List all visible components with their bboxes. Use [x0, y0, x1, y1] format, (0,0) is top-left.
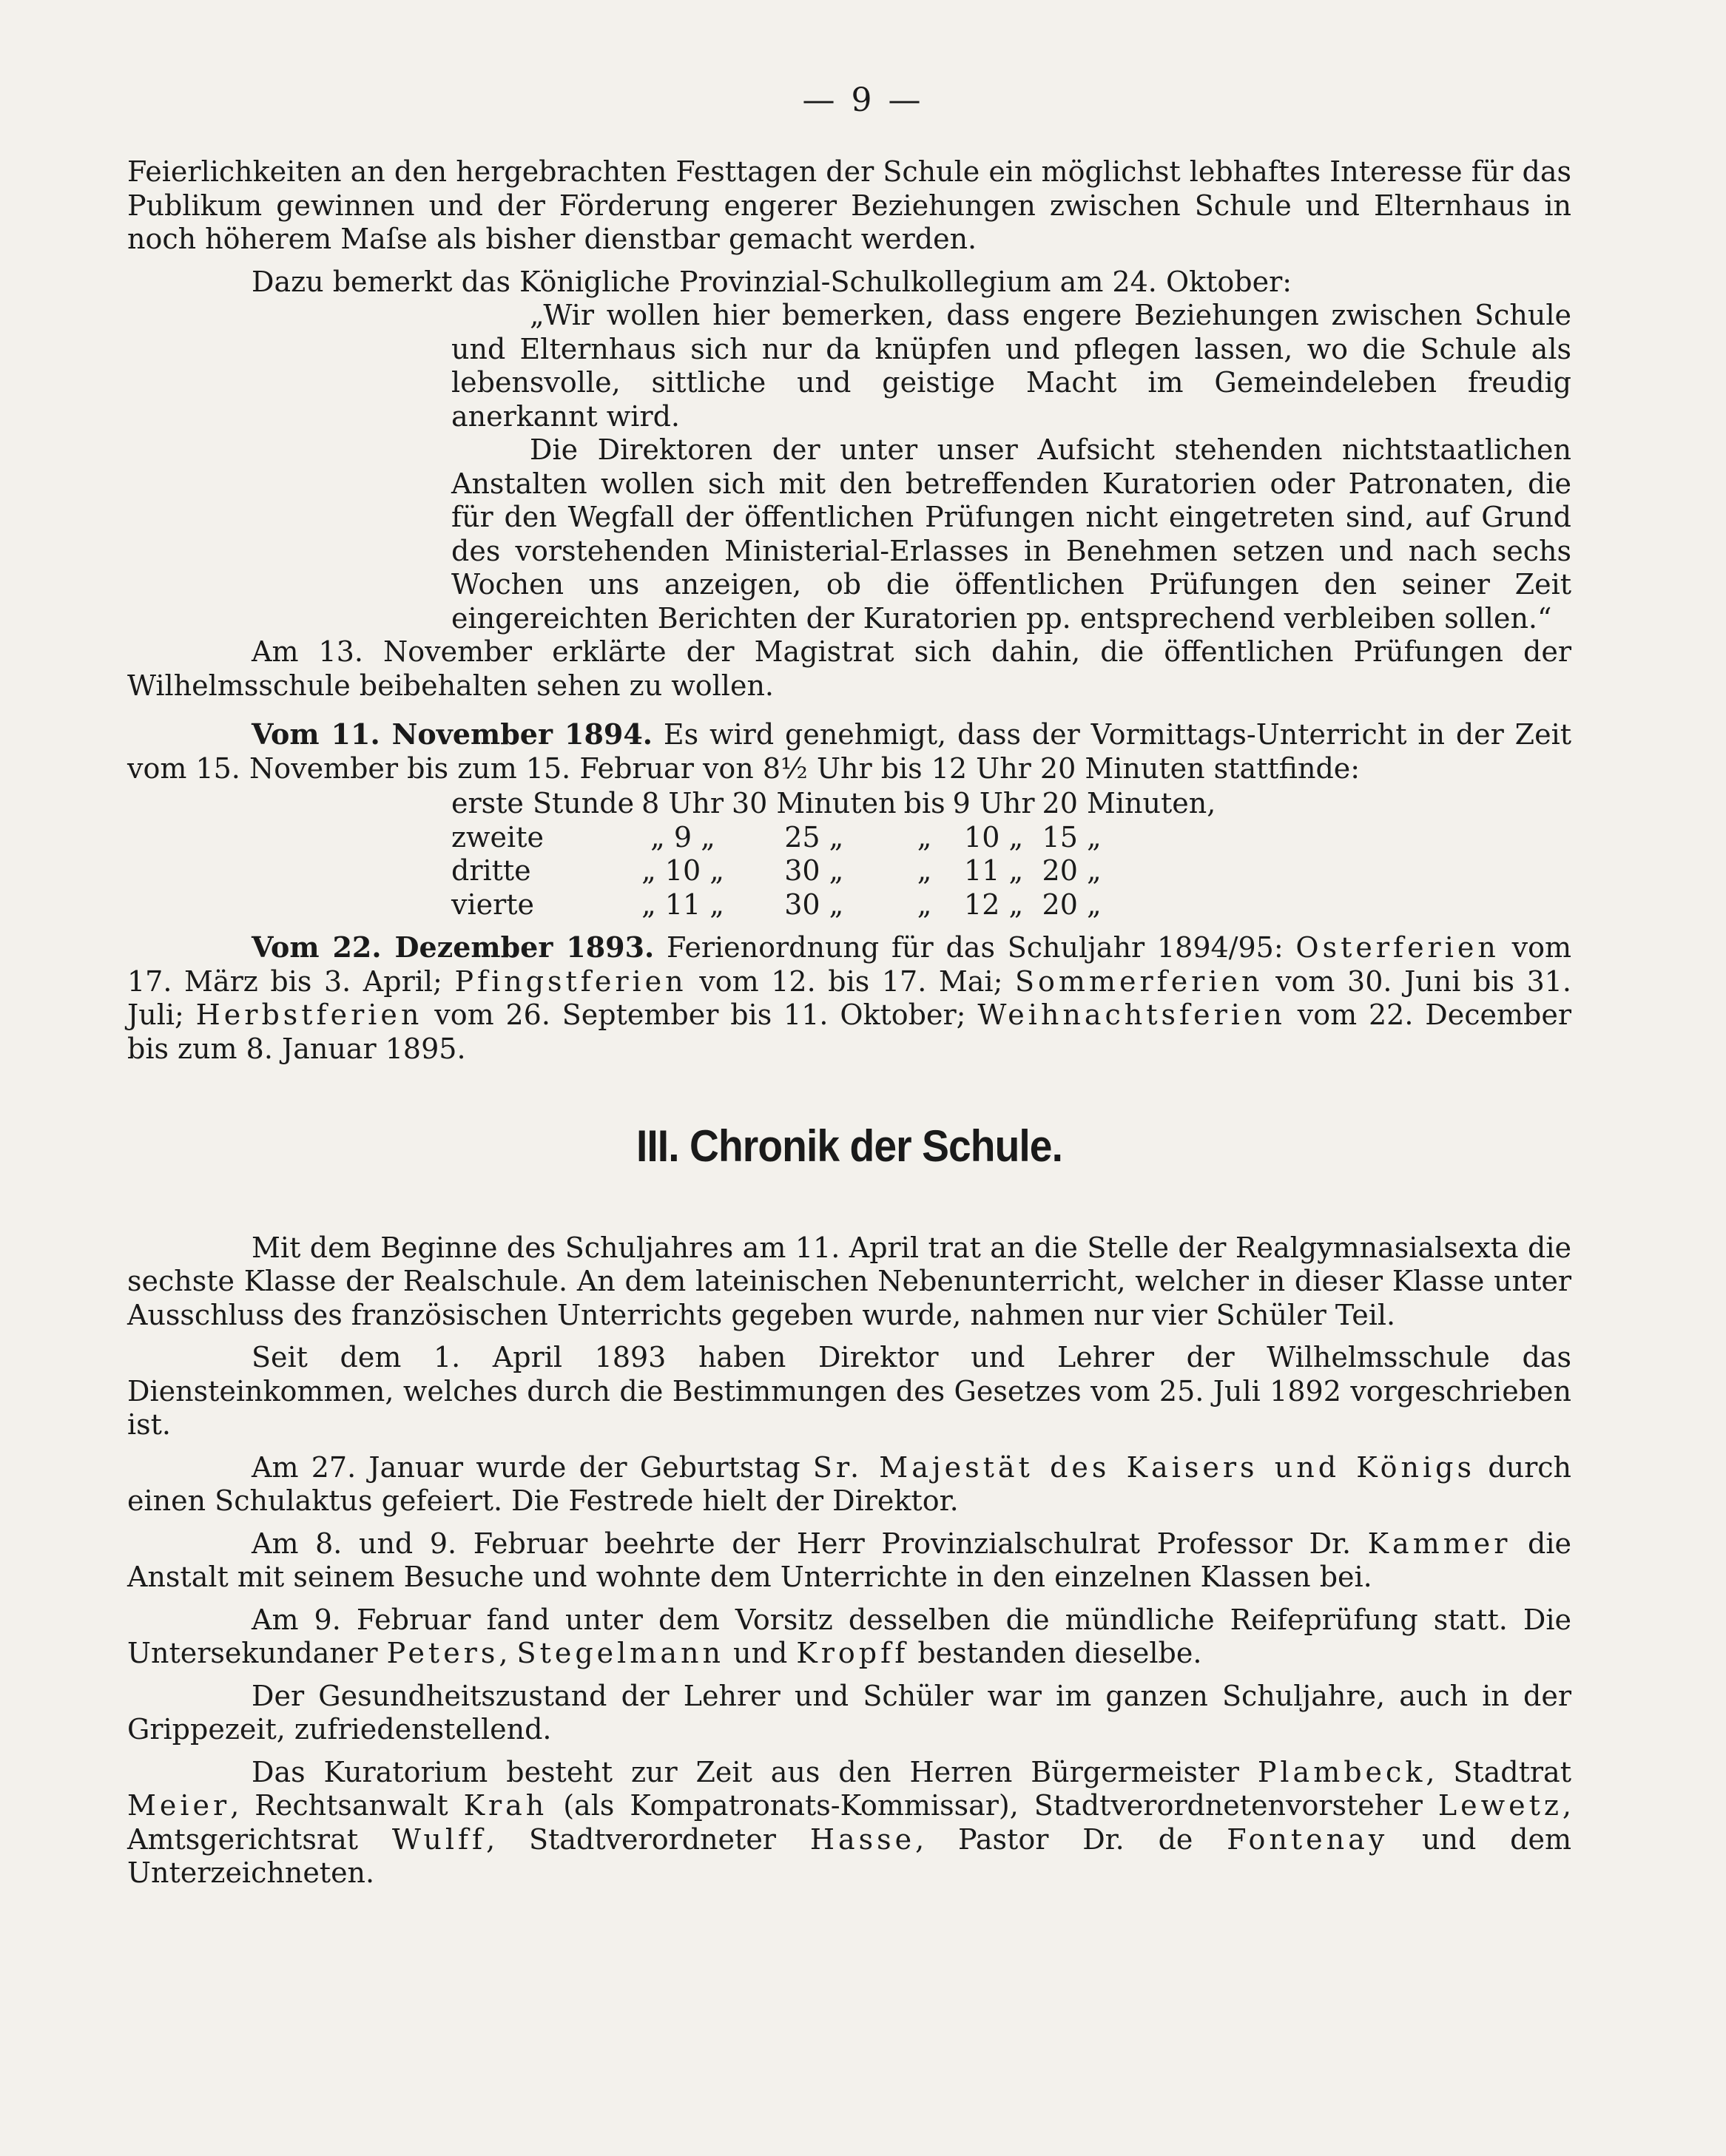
schedule-start-minute: 30 „: [784, 888, 844, 921]
spaced-text: Fontenay: [1227, 1822, 1389, 1856]
schedule-start-hour: 8 Uhr: [641, 787, 724, 820]
schedule-end-minute: 15 „: [1042, 820, 1102, 854]
text-run: vom 22. December bis zum 8. Januar 1895.: [127, 998, 1571, 1065]
schedule-start-hour: „ 9 „: [650, 820, 715, 854]
lesson-schedule: [451, 787, 1223, 922]
schedule-end-hour: 12 „: [964, 888, 1024, 921]
spaced-text: Kammer: [1367, 1527, 1511, 1560]
schedule-start-minute: 25 „: [784, 820, 844, 854]
text-run: und: [724, 1637, 797, 1669]
sommerferien: Sommerferien: [1015, 964, 1264, 998]
date-heading: Vom 22. Dezember 1893.: [252, 930, 655, 964]
paragraph-schulkollegium: Dazu bemerkt das Königliche Provinzial-Schulkollegium am 24. Oktober:: [252, 265, 1292, 298]
date-heading: Vom 11. November 1894.: [252, 717, 653, 751]
text-run: , Stadtrat: [1426, 1755, 1571, 1788]
schedule-row: [451, 888, 1223, 922]
section-title: III. Chronik der Schule.: [636, 1121, 1063, 1171]
spaced-text: Krah: [463, 1789, 548, 1822]
text-run: , Pastor Dr. de: [915, 1822, 1227, 1856]
chronik-paragraph-1: Mit dem Beginne des Schuljahres am 11. April trat an die Stelle der Realgymnasialsexta die sechste Klasse der Realschule. An dem lateinischen Nebenunterricht, welcher in dieser Klasse unter Ausschluss des französischen Unterrichts gegeben wurde, nahmen nur vier Schüler Teil.: [127, 1231, 1571, 1331]
text-run: , Stadtverordneter: [486, 1822, 810, 1856]
text-run: durch einen Schulaktus gefeiert. Die Festrede hielt der Direktor.: [127, 1450, 1571, 1517]
paragraph-ferienordnung: [127, 930, 1571, 1066]
schedule-end-hour: 9 Uhr: [952, 787, 1035, 820]
chronik-paragraph-6: Der Gesundheitszustand der Lehrer und Schüler war im ganzen Schuljahre, auch in der Grippezeit, zufriedenstellend.: [127, 1679, 1571, 1746]
schedule-end-hour: 11 „: [964, 854, 1024, 887]
spaced-text: Stegelmann: [516, 1637, 724, 1669]
chronik-paragraph-2: Seit dem 1. April 1893 haben Direktor und Lehrer der Wilhelmsschule das Diensteinkommen, welches durch die Bestimmungen des Gesetzes vom 25. Juli 1892 vorgeschrieben ist.: [127, 1341, 1571, 1441]
text-run: bestanden dieselbe.: [908, 1637, 1202, 1669]
text-run: vom 17. März bis 3. April;: [127, 931, 1571, 998]
schedule-row: [451, 787, 1223, 821]
page-body: [127, 155, 1571, 1890]
text-run: Am 8. und 9. Februar beehrte der Herr Provinzialschulrat Professor Dr.: [252, 1527, 1368, 1560]
spaced-text: Plambeck: [1257, 1755, 1426, 1788]
quote-paragraph-2: Die Direktoren der unter unser Aufsicht stehenden nichtstaatlichen Anstalten wollen sich mit den betreffenden Kuratorien oder Patronaten, die für den Wegfall der öffentlichen Prüfungen nicht eingetreten sind, auf Grund des vorstehenden Ministerial-Erlasses in Benehmen setzen und nach sechs Wochen uns anzeigen, ob die öffentlichen Prüfungen den seiner Zeit eingereichten Berichten der Kuratorien pp. entsprechend verbleiben sollen.“: [451, 433, 1571, 635]
schedule-end-minute: 20 „: [1042, 888, 1102, 921]
paragraph-text: Es wird genehmigt, dass der Vormittags-Unterricht in der Zeit vom 15. November bis zum 15. Februar von 8½ Uhr bis 12 Uhr 20 Minuten stattfinde:: [127, 718, 1571, 785]
spaced-text: Meier: [127, 1789, 231, 1822]
schedule-start-minute: 30 Minuten: [731, 787, 897, 820]
text-run: (als Kompatronats-Kommissar), Stadtverordnetenvorsteher: [547, 1789, 1438, 1822]
spaced-text: Lewetz: [1437, 1789, 1562, 1822]
text-run: Am 27. Januar wurde der Geburtstag: [252, 1450, 813, 1484]
spaced-text: Kropff: [796, 1637, 909, 1669]
weihnachtsferien: Weihnachtsferien: [977, 998, 1286, 1031]
text-run: vom 30. Juni bis 31. Juli;: [127, 964, 1572, 1031]
chronik-paragraph-7: [127, 1756, 1571, 1890]
text-run: Am 9. Februar fand unter dem Vorsitz desselben die mündliche Reifeprüfung statt. Die Untersekundaner: [127, 1603, 1571, 1669]
schedule-end-minute: 20 Minuten,: [1042, 787, 1216, 820]
text-run: , Amtsgerichtsrat: [127, 1789, 1571, 1856]
schedule-label: vierte: [451, 888, 535, 921]
paragraph-november-1894: [127, 717, 1571, 785]
text-run: und dem Unterzeichneten.: [127, 1822, 1572, 1889]
text-run: , Rechtsanwalt: [230, 1789, 464, 1822]
schedule-row: [451, 854, 1223, 888]
osterferien: Osterferien: [1295, 931, 1500, 964]
schedule-start-minute: 30 „: [784, 854, 844, 887]
text-run: Ferienordnung für das Schuljahr 1894/95:: [654, 931, 1296, 964]
schedule-bis: „: [917, 888, 932, 921]
schedule-bis: bis: [903, 787, 945, 820]
schedule-label: zweite: [451, 820, 544, 854]
herbstferien: Herbstferien: [195, 998, 423, 1031]
text-run: ,: [499, 1637, 517, 1669]
schedule-end-hour: 10 „: [964, 820, 1024, 854]
schedule-row: [451, 821, 1223, 855]
text-run: die Anstalt mit seinem Besuche und wohnte dem Unterrichte in den einzelnen Klassen bei.: [127, 1527, 1572, 1593]
schedule-end-minute: 20 „: [1042, 854, 1102, 887]
paragraph-festtage: Feierlichkeiten an den hergebrachten Festtagen der Schule ein möglichst lebhaftes Interesse für das Publikum gewinnen und der Förderung engerer Beziehungen zwischen Schule und Elternhaus in noch höherem Maſse als bisher dienstbar gemacht werden.: [127, 155, 1571, 255]
text-run: Das Kuratorium besteht zur Zeit aus den Herren Bürgermeister: [252, 1755, 1258, 1788]
text-run: vom 12. bis 17. Mai;: [687, 964, 1015, 998]
schedule-label: dritte: [451, 854, 531, 887]
chronik-paragraph-5: [127, 1604, 1571, 1671]
schedule-start-hour: „ 11 „: [641, 888, 724, 921]
schedule-start-hour: „ 10 „: [641, 854, 724, 887]
schedule-label: erste Stunde: [451, 787, 635, 820]
chronik-paragraph-3: [127, 1451, 1571, 1518]
quote-paragraph-1: „Wir wollen hier bemerken, dass engere Beziehungen zwischen Schule und Elternhaus sich nur da knüpfen und pflegen lassen, wo die Schule als lebensvolle, sittliche und geistige Macht im Gemeindeleben freudig anerkannt wird.: [451, 299, 1571, 433]
paragraph-magistrat: Am 13. November erklärte der Magistrat sich dahin, die öffentlichen Prüfungen der Wilhelmsschule beibehalten sehen zu wollen.: [127, 635, 1571, 702]
spaced-text: Hasse: [809, 1822, 916, 1856]
spaced-text: Sr. Majestät des Kaisers und Königs: [812, 1450, 1476, 1484]
spaced-text: Peters: [386, 1637, 499, 1669]
text-run: vom 26. September bis 11. Oktober;: [422, 998, 978, 1031]
page-number: — 9 —: [802, 81, 924, 119]
pfingstferien: Pfingstferien: [454, 964, 687, 998]
chronik-paragraph-4: [127, 1527, 1571, 1595]
schedule-bis: „: [917, 854, 932, 887]
spaced-text: Wulff: [391, 1822, 487, 1856]
schedule-bis: „: [917, 820, 932, 854]
